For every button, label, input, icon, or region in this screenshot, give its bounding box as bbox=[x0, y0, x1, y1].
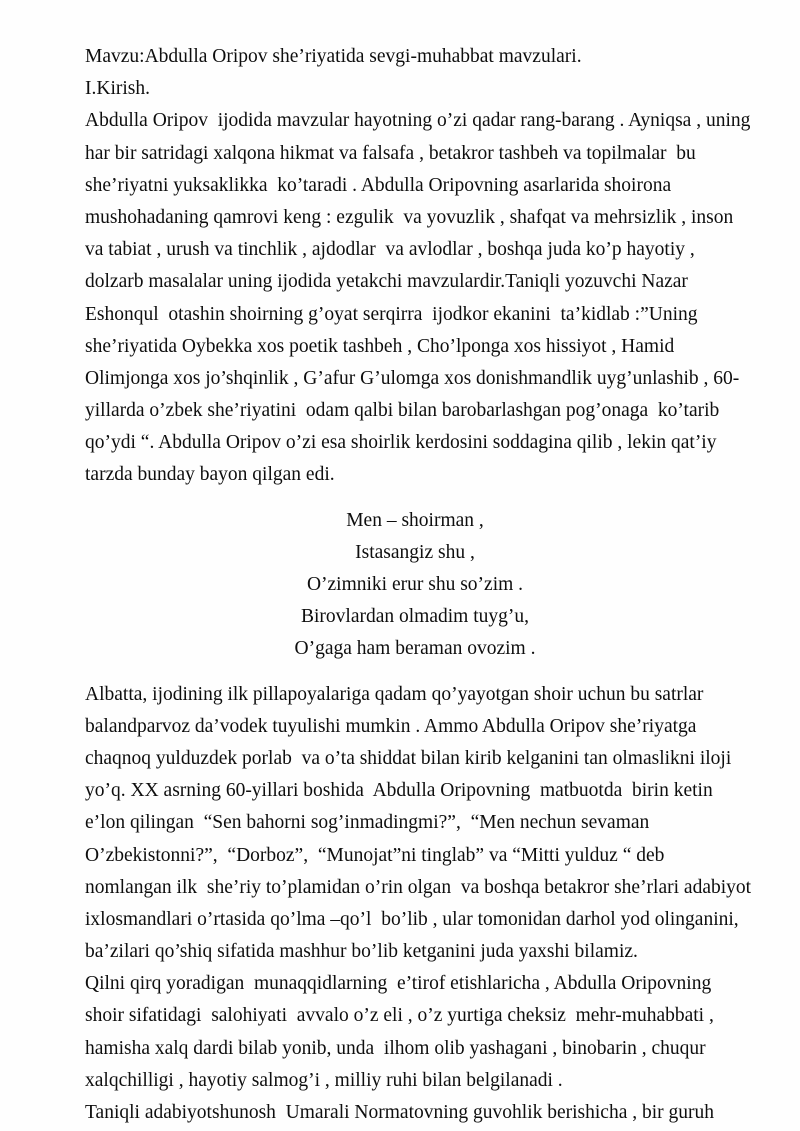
text-line: Eshonqul otashin shoirning g’oyat serqirra ijodkor ekanini ta’kidlab :”Uning bbox=[85, 303, 698, 325]
text-line: hamisha xalq dardi bilab yonib, unda ilhom olib yashagani , binobarin , chuqur bbox=[85, 1037, 706, 1059]
body-paragraph-4 bbox=[85, 1097, 745, 1129]
text-line: O’zimniki erur shu so’zim . bbox=[306, 574, 524, 595]
text-line: I.Kirish. bbox=[85, 78, 150, 100]
text-line: yillarda o’zbek she’riyatini odam qalbi bilan barobarlashgan pog’onaga ko’tarib bbox=[85, 400, 720, 422]
body-paragraph-2 bbox=[85, 679, 752, 969]
text-line: O’zbekistonni?”, “Dorboz”, “Munojat”ni tinglab” va “Mitti yulduz “ deb bbox=[85, 844, 665, 866]
body-paragraph-3 bbox=[85, 968, 745, 1097]
text-line: va tabiat , urush va tinchlik , ajdodlar va avlodlar , boshqa juda ko’p hayotiy , bbox=[85, 239, 695, 261]
text-line: tarzda bunday bayon qilgan edi. bbox=[85, 464, 335, 486]
text-line: chaqnoq yulduzdek porlab va o’ta shiddat bilan kirib kelganini tan olmaslikni iloji bbox=[85, 747, 732, 769]
text-line: ixlosmandlari o’rtasida qo’lma –qo’l bo’lib , ular tomonidan darhol yod olinganini, bbox=[85, 908, 739, 930]
text-line: e’lon qilingan “Sen bahorni sog’inmadingmi?”, “Men nechun sevaman bbox=[85, 812, 650, 834]
intro-paragraph bbox=[85, 105, 751, 491]
text-line: Mavzu:Abdulla Oripov she’riyatida sevgi-muhabbat mavzulari. bbox=[85, 46, 582, 67]
text-line: Taniqli adabiyotshunosh Umarali Normatovning guvohlik berishicha , bir guruh bbox=[85, 1102, 715, 1123]
text-line: Abdulla Oripov ijodida mavzular hayotning o’zi qadar rang-barang . Ayniqsa , uning bbox=[85, 110, 751, 132]
text-line: shoir sifatidagi salohiyati avvalo o’z eli , o’z yurtiga cheksiz mehr-muhabbati , bbox=[85, 1005, 714, 1027]
text-line: Istasangiz shu , bbox=[355, 541, 475, 563]
text-line: yo’q. XX asrning 60-yillari boshida Abdulla Oripovning matbuotda birin ketin bbox=[85, 780, 713, 802]
text-line: mushohadaning qamrovi keng : ezgulik va yovuzlik , shafqat va mehrsizlik , inson bbox=[85, 206, 734, 228]
text-line: dolzarb masalalar uning ijodida yetakchi mavzulardir.Taniqli yozuvchi Nazar bbox=[85, 271, 688, 293]
text-line: O’gaga ham beraman ovozim . bbox=[294, 638, 536, 660]
text-line: she’riyatni yuksaklikka ko’taradi . Abdulla Oripovning asarlarida shoirona bbox=[85, 174, 672, 196]
title-section bbox=[85, 41, 745, 105]
text-line: Men – shoirman , bbox=[346, 509, 484, 531]
text-line: balandparvoz da’vodek tuyulishi mumkin . Ammo Abdulla Oripov she’riyatga bbox=[85, 715, 697, 737]
text-line: ba’zilari qo’shiq sifatida mashhur bo’lib ketganini juda yaxshi bilamiz. bbox=[85, 941, 638, 963]
text-line: har bir satridagi xalqona hikmat va falsafa , betakror tashbeh va topilmalar bu bbox=[85, 142, 696, 164]
text-line: nomlangan ilk she’riy to’plamidan o’rin olgan va boshqa betakror she’rlari adabiyot bbox=[85, 876, 752, 898]
text-line: xalqchilligi , hayotiy salmog’i , milliy ruhi bilan belgilanadi . bbox=[85, 1069, 563, 1091]
text-line: Albatta, ijodining ilk pillapoyalariga qadam qo’yayotgan shoir uchun bu satrlar bbox=[85, 683, 704, 705]
document-content bbox=[85, 41, 752, 1129]
text-line: Olimjonga xos jo’shqinlik , G’afur G’ulomga xos donishmandlik uyg’unlashib , 60- bbox=[85, 367, 740, 389]
text-line: Birovlardan olmadim tuyg’u, bbox=[300, 606, 529, 628]
poem-block bbox=[85, 505, 745, 666]
text-line: Qilni qirq yoradigan munaqqidlarning e’tirof etishlaricha , Abdulla Oripovning bbox=[85, 973, 712, 995]
text-line: qo’ydi “. Abdulla Oripov o’zi esa shoirlik kerdosini soddagina qilib , lekin qat’iy bbox=[85, 432, 717, 454]
text-line: she’riyatida Oybekka xos poetik tashbeh , Cho’lponga xos hissiyot , Hamid bbox=[85, 335, 675, 357]
